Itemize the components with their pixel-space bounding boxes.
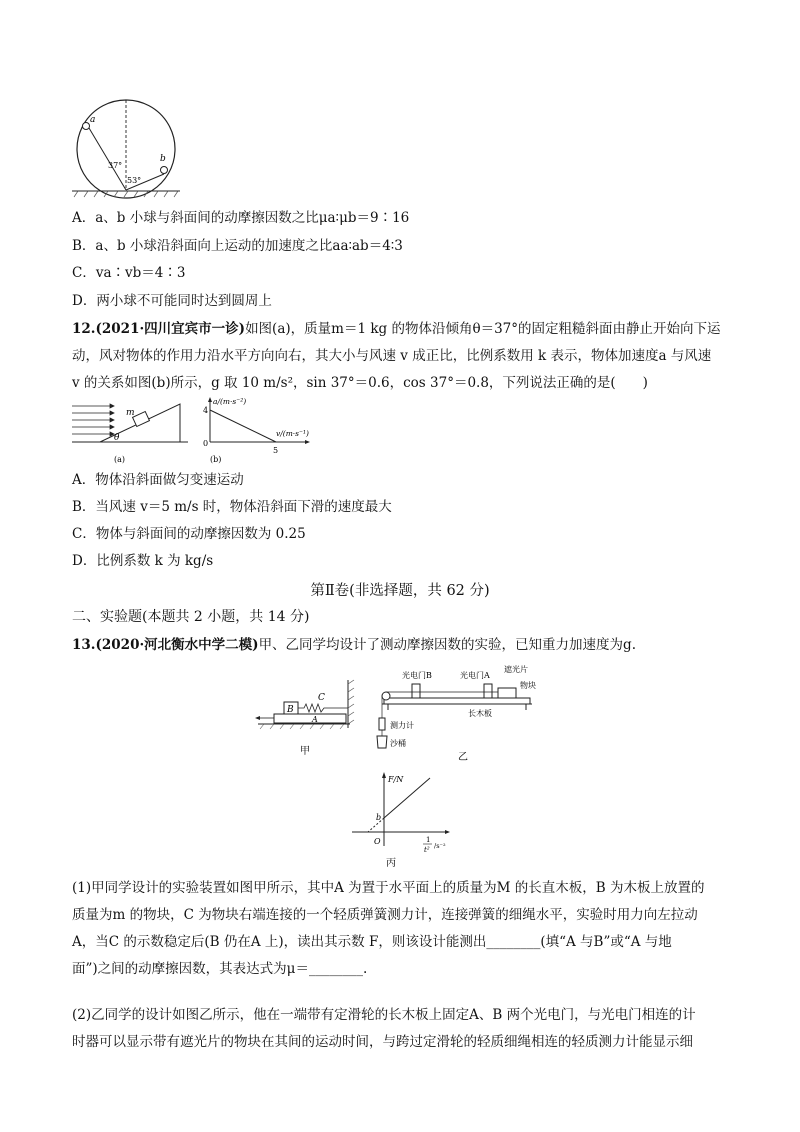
mass-label: m [126,408,135,418]
bing-y-label: F/N [388,775,404,784]
q12-option-a: A．物体沿斜面做匀变速运动 [72,472,244,488]
gate-a-label: 光电门A [460,671,490,680]
angle-53: 53° [127,176,142,185]
spring-c [298,704,348,712]
bing-b-label: b [376,813,382,822]
chord-a [89,128,126,190]
section-title: 第Ⅱ卷(非选择题，共 62 分) [310,583,490,599]
figure-q13-jia [254,676,364,758]
ball-b [161,167,168,174]
q13-p2-line2: 时器可以显示带有遮光片的物块在其间的运动时间，与跨过定滑轮的轻质细绳相连的轻质测力计能显示细 [72,1034,693,1050]
y-tick-4: 4 [203,406,209,415]
ground-jia-hatch [260,724,344,729]
caption-jia: 甲 [300,746,310,757]
graph-line [210,410,276,442]
q13-intro: 甲、乙同学均设计了测动摩擦因数的实验，已知重力加速度为g. [258,637,636,653]
wall-hatch [348,680,354,724]
bing-x-den: t² [424,846,430,854]
figure-q12-a-incline [70,400,190,464]
block-m [133,412,150,427]
ground-hatch [74,191,178,197]
force-meter [379,718,385,730]
q12-line2: 动，风对物体的作用力沿水平方向向右，其大小与风速 v 成正比，比例系数用 k 表示，物体加速度a 与风速 [72,348,712,364]
bucket-label: 沙桶 [390,739,406,748]
bing-o-label: O [374,837,381,846]
q13-p2-line1: (2)乙同学的设计如图乙所示，他在一端带有定滑轮的长木板上固定A、B 两个光电门，与光电门相连的计 [72,1007,696,1023]
q12-option-b: B．当风速 v＝5 m/s 时，物体沿斜面下滑的速度最大 [72,499,392,515]
label-a: a [90,115,96,125]
q13-p1-line2: 质量为m 的物块，C 为物块右端连接的一个轻质弹簧测力计，连接弹簧的细绳水平，实验时用力向左拉动 [72,907,698,923]
bing-x-unit: /s⁻² [434,842,446,850]
q13-intro-line [72,635,636,655]
caption-yi: 乙 [458,752,468,763]
long-board [384,698,530,704]
q13-p1-line1: (1)甲同学设计的实验装置如图甲所示，其中A 为置于水平面上的质量为M 的长直木板，B 为木板上放置的 [72,880,705,896]
x-axis-label: v/(m·s⁻¹) [276,429,309,438]
block-label: 物块 [520,681,536,690]
q11-option-a: A．a、b 小球与斜面间的动摩擦因数之比μa∶μb＝9∶16 [72,210,410,226]
caption-bing: 丙 [386,858,396,869]
figure-q12-b-graph [196,396,326,466]
q13-p1-line4: 面”)之间的动摩擦因数，其表达式为μ＝________. [72,961,368,977]
figure-q13-yi [372,664,552,764]
angle-37: 37° [108,161,123,170]
bing-line [384,778,430,818]
q11-option-c: C．va∶vb＝4∶3 [72,265,186,281]
y-axis-label: a/(m·s⁻²) [213,397,247,406]
wind-arrows [72,404,114,436]
ball-a [83,123,90,130]
gate-a [484,684,492,698]
shade-label: 遮光片 [504,665,528,674]
jia-label-b: B [287,705,294,715]
q12-text-1: 如图(a)，质量m＝1 kg 的物体沿倾角θ＝37°的固定粗糙斜面由静止开始向下运 [245,321,721,337]
sand-bucket [377,736,387,748]
gate-b-label: 光电门B [402,671,432,680]
bing-x-num: 1 [426,836,431,844]
slider-block [498,688,516,698]
q13-source: (2020·河北衡水中学二模) [95,637,259,653]
q12-line3: v 的关系如图(b)所示，g 取 10 m/s²，sin 37°＝0.6，cos 37°＝0.8，下列说法正确的是( ) [72,375,648,391]
label-b: b [160,154,166,164]
q12-source: (2021·四川宜宾市一诊) [95,321,246,337]
q13-p1-line3: A，当C 的示数稳定后(B 仍在A 上)，读出其示数 F，则该设计能测出________(填“A 与B”或“A 与地 [72,934,672,950]
q12-line1 [72,319,721,339]
meter-label: 测力计 [390,721,414,730]
x-tick-5: 5 [273,446,279,455]
origin-0: 0 [203,439,209,448]
q11-option-d: D．两小球不可能同时达到圆周上 [72,293,272,309]
q11-option-b: B．a、b 小球沿斜面向上运动的加速度之比aa∶ab＝4∶3 [72,238,403,254]
pulley [382,692,390,700]
board-a [274,714,346,723]
q12-option-c: C．物体与斜面间的动摩擦因数为 0.25 [72,526,306,542]
q13-number: 13. [72,637,96,653]
section-heading: 二、实验题(本题共 2 小题，共 14 分) [72,609,310,625]
q12-option-d: D．比例系数 k 为 kg/s [72,553,214,569]
figure-q11-circle [64,98,184,200]
gate-b [412,684,420,698]
figure-q13-bing [346,770,456,870]
caption-a: (a) [114,455,126,464]
jia-label-a: A [312,715,318,724]
theta-label: θ [114,433,120,443]
board-label: 长木板 [468,709,492,718]
q12-number: 12. [72,321,96,337]
caption-b: (b) [210,455,222,464]
jia-label-c: C [318,693,325,703]
